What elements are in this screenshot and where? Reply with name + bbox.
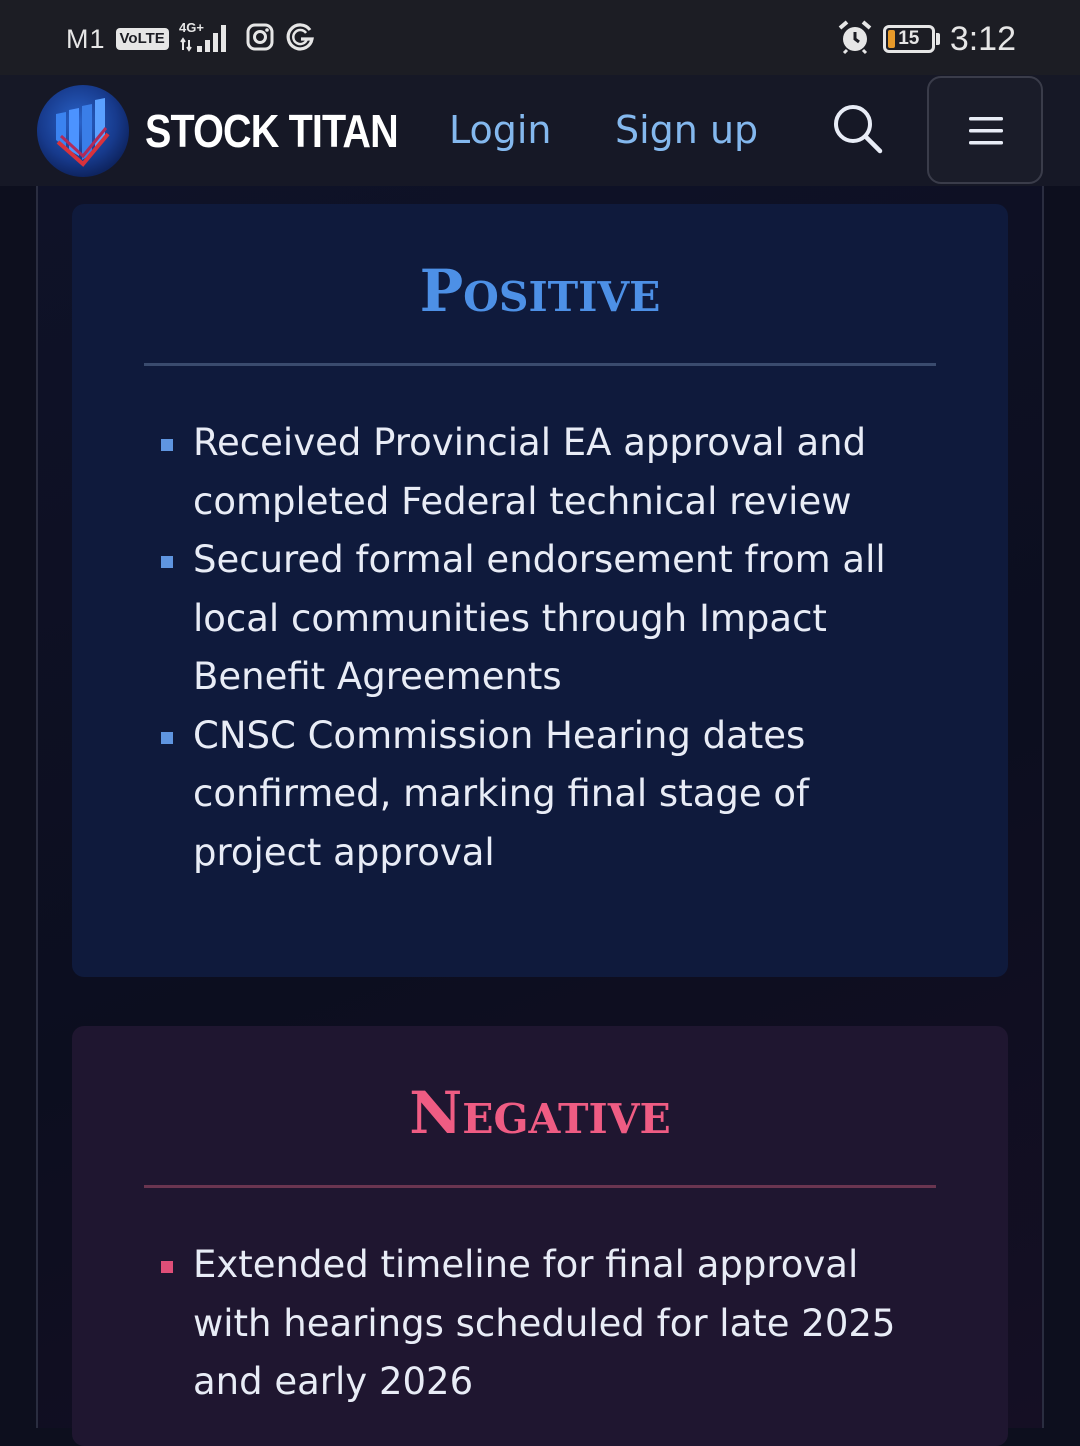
alarm-icon bbox=[837, 19, 873, 59]
login-link[interactable]: Login bbox=[449, 108, 552, 152]
instagram-icon bbox=[245, 22, 275, 56]
bullet-square-icon bbox=[161, 556, 173, 568]
network-type-label: 4G+ bbox=[178, 20, 204, 35]
battery-percent: 15 bbox=[898, 28, 920, 49]
status-bar-left bbox=[66, 18, 315, 60]
status-bar bbox=[0, 0, 1080, 75]
bullet-square-icon bbox=[161, 1261, 173, 1273]
app-header bbox=[0, 75, 1080, 186]
status-bar-right bbox=[837, 16, 1016, 62]
hamburger-menu-icon bbox=[967, 114, 1005, 148]
list-item-text: CNSC Commission Hearing dates confirmed, marking final stage of project approval bbox=[193, 713, 810, 874]
list-item bbox=[156, 707, 946, 883]
positive-card bbox=[72, 204, 1008, 977]
list-item-text: Received Provincial EA approval and completed Federal technical review bbox=[193, 421, 867, 523]
list-item bbox=[156, 531, 946, 707]
list-item-text: Secured formal endorsement from all local communities through Impact Benefit Agreements bbox=[193, 538, 886, 698]
positive-divider bbox=[144, 363, 936, 366]
carrier-label: M1 bbox=[66, 23, 106, 54]
brand-wordmark[interactable]: STOCK TITAN bbox=[145, 105, 398, 157]
battery-icon bbox=[883, 25, 940, 53]
clock-time: 3:12 bbox=[949, 19, 1016, 58]
battery-tip bbox=[936, 33, 940, 45]
negative-title: Negative bbox=[409, 1079, 671, 1147]
menu-button[interactable] bbox=[927, 76, 1043, 184]
signup-link[interactable]: Sign up bbox=[615, 108, 759, 152]
signal-icon bbox=[179, 20, 235, 58]
search-button[interactable] bbox=[830, 101, 886, 157]
analysis-panel bbox=[36, 186, 1044, 1428]
volte-badge: VoLTE bbox=[116, 28, 169, 50]
battery-body bbox=[883, 25, 935, 53]
negative-card bbox=[72, 1026, 1008, 1446]
stock-titan-logo-icon[interactable] bbox=[36, 84, 130, 178]
list-item bbox=[156, 414, 946, 531]
positive-list bbox=[156, 414, 946, 882]
positive-title: Positive bbox=[419, 257, 661, 325]
list-item-text: Extended timeline for final approval with hearings scheduled for late 2025 and early 2026 bbox=[193, 1243, 896, 1403]
negative-list bbox=[156, 1236, 946, 1412]
list-item bbox=[156, 1236, 946, 1412]
search-icon bbox=[830, 101, 886, 157]
negative-divider bbox=[144, 1185, 936, 1188]
bullet-square-icon bbox=[161, 732, 173, 744]
google-icon bbox=[285, 22, 315, 56]
bullet-square-icon bbox=[161, 439, 173, 451]
